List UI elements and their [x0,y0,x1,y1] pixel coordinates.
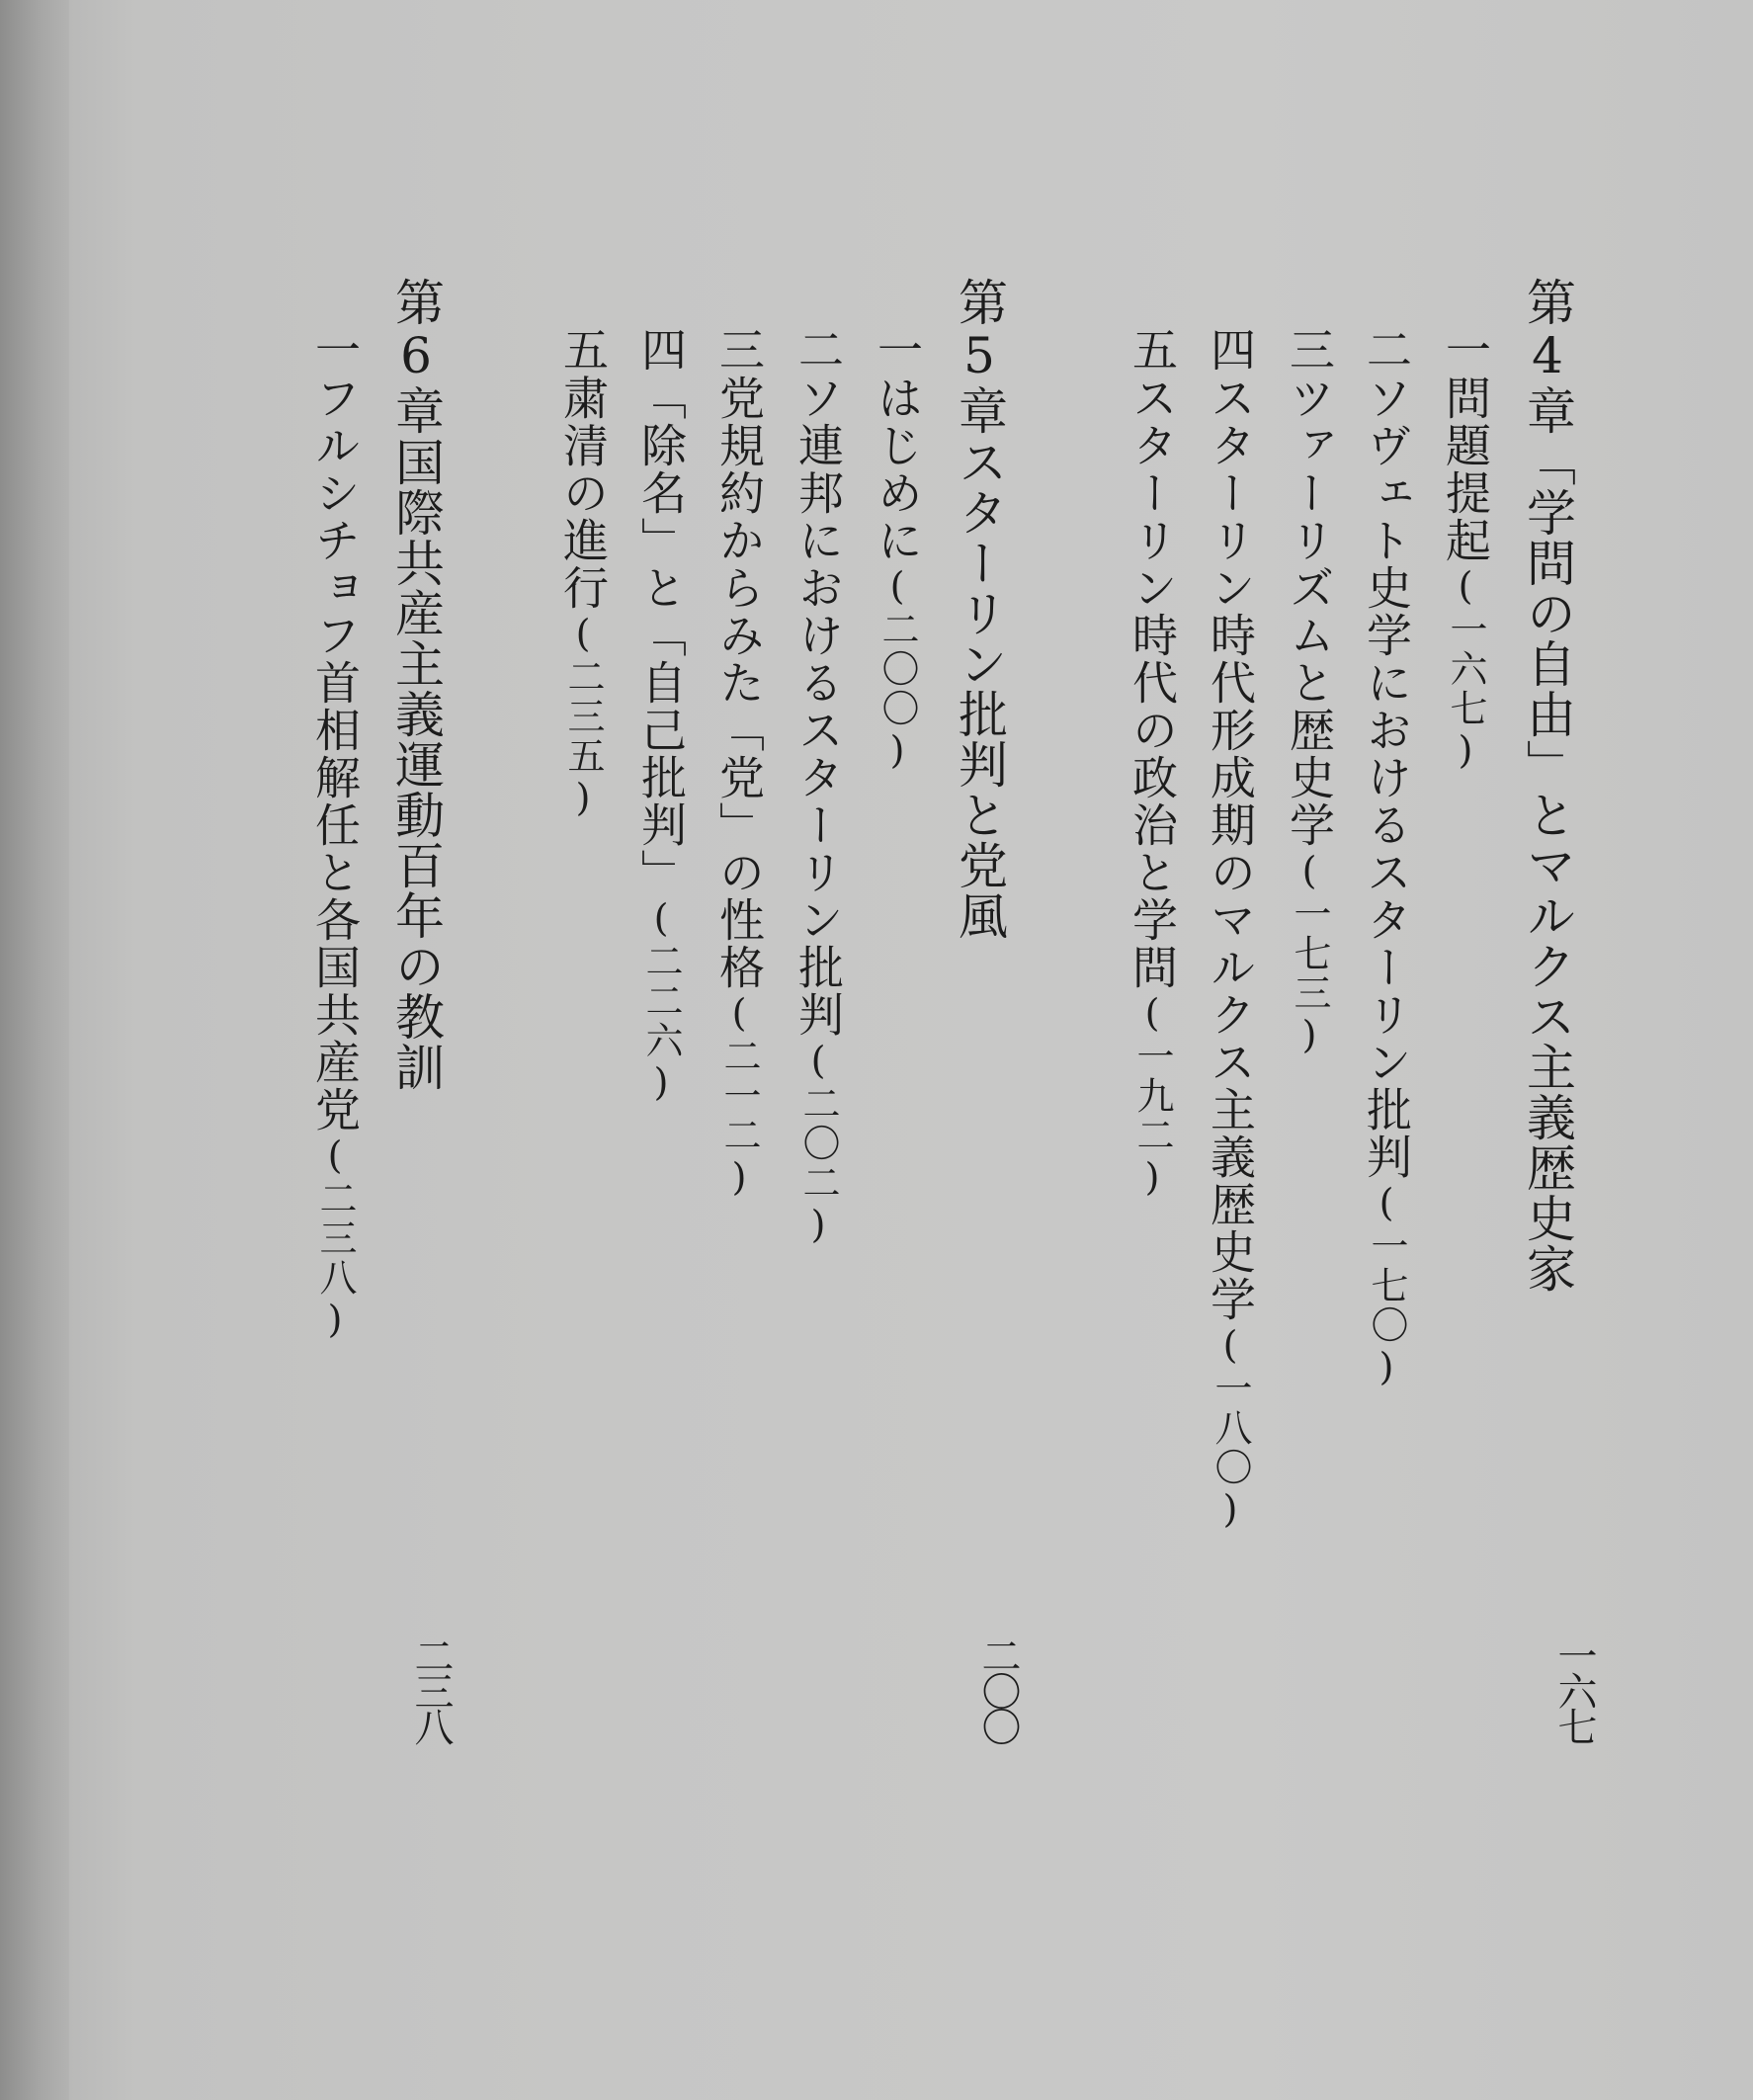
section-page: (二二六) [639,896,683,1106]
chapter-label: 第5章 [951,277,1008,436]
section-number: 一 [1439,326,1492,374]
chapter-heading [380,277,452,1092]
section-title: ソ連邦におけるスターリン批判 [792,375,845,1039]
section-page: (二三八) [313,1134,357,1343]
section-title: 問題提起 [1439,375,1492,564]
section-page: (一七〇) [1365,1181,1408,1390]
section-number: 五 [1126,326,1179,374]
chapter-label: 第4章 [1519,277,1576,436]
toc-entry [707,326,772,1201]
chapter-title: スターリン批判と党風 [951,437,1008,941]
section-number: 四 [634,326,688,374]
section-number: 五 [556,326,610,374]
section-title: スターリン時代の政治と学問 [1126,375,1179,991]
section-number: 二 [792,326,845,374]
toc-entry [302,326,368,1343]
toc-entry [786,326,851,1248]
chapter-title: 国際共産主義運動百年の教訓 [387,437,445,1092]
section-page: (一九二) [1130,991,1174,1201]
toc-page [69,0,1753,2100]
toc-entry [1354,326,1419,1390]
section-number: 一 [308,326,362,374]
section-number: 三 [712,326,766,374]
chapter-heading [1512,277,1583,1294]
section-number: 一 [871,326,924,374]
chapter-label: 第6章 [387,277,445,436]
section-title: フルシチョフ首相解任と各国共産党 [308,375,362,1134]
section-page: (二〇〇) [876,564,919,774]
toc-entry [1433,326,1498,774]
toc-entry [1120,326,1185,1201]
section-page: (一七三) [1288,849,1331,1058]
chapter-start-page: 二三八 [408,1636,454,1742]
chapter-title: 「学問の自由」とマルクス主義歴史家 [1519,437,1576,1294]
chapter-start-page: 二〇〇 [975,1636,1021,1742]
section-title: ソヴェト史学におけるスターリン批判 [1360,375,1413,1181]
chapter-heading [944,277,1015,941]
section-page: (二三五) [561,612,605,821]
section-number: 四 [1204,326,1257,374]
book-gutter-shadow [0,0,69,2100]
section-title: スターリン時代形成期のマルクス主義歴史学 [1204,375,1257,1323]
section-page: (二〇二) [796,1039,840,1248]
toc-entry [865,326,930,774]
section-title: 党規約からみた「党」の性格 [712,375,766,991]
section-page: (二一二) [717,991,761,1201]
toc-entry [550,326,616,821]
section-title: 「除名」と「自己批判」 [634,375,688,896]
chapter-start-page: 一六七 [1551,1636,1597,1742]
toc-entry [1198,326,1263,1533]
section-title: はじめに [871,375,924,564]
section-number: 三 [1283,326,1336,374]
section-title: 粛清の進行 [556,375,610,612]
toc-entry [628,326,694,1106]
section-page: (一八〇) [1209,1323,1252,1533]
section-page: (一六七) [1444,564,1487,774]
section-title: ツァーリズムと歴史学 [1283,375,1336,849]
toc-entry [1277,326,1342,1058]
section-number: 二 [1360,326,1413,374]
